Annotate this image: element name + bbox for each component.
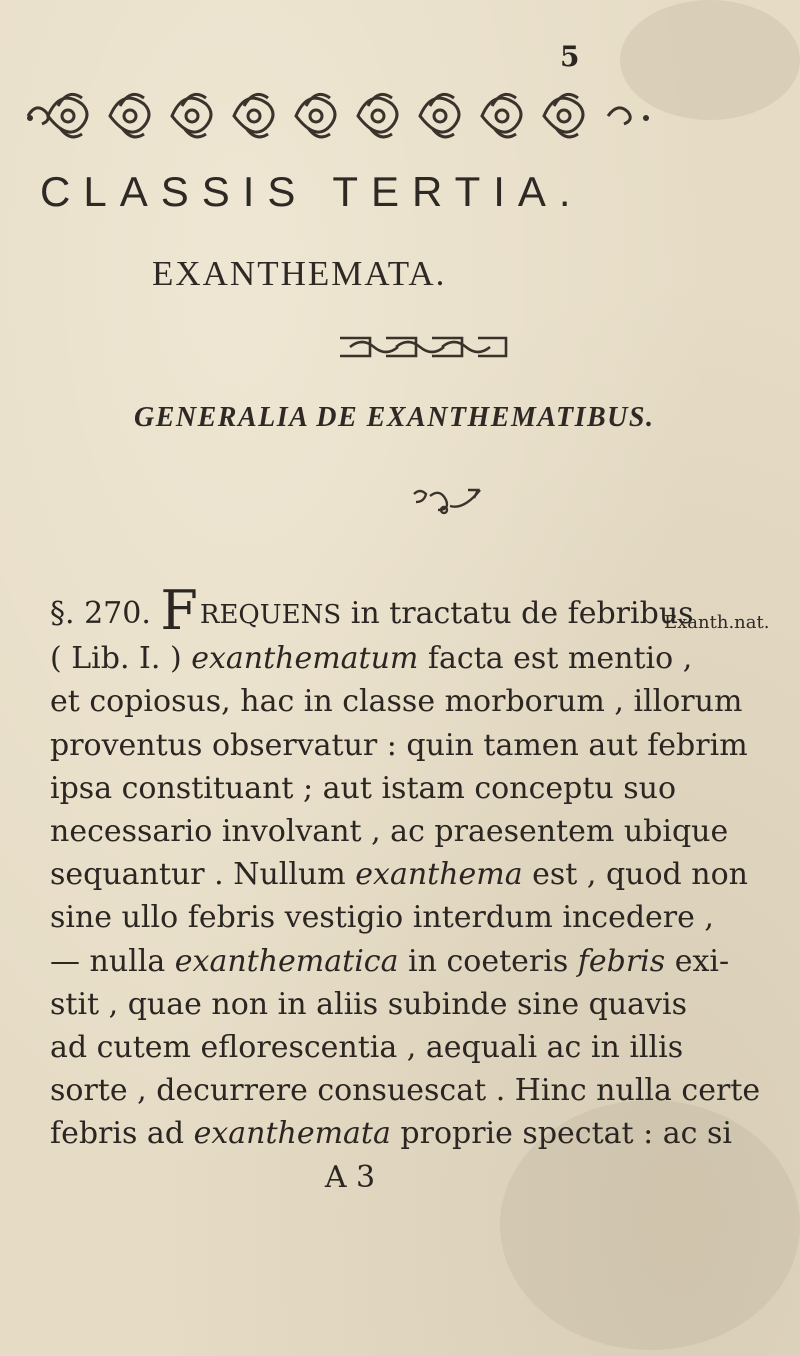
- text-run: ( Lib. I. ): [50, 641, 192, 677]
- signature-mark: 5: [560, 40, 580, 73]
- text-run: proprie spectat : ac si: [390, 1116, 732, 1152]
- text-line: [50, 579, 694, 642]
- text-run: sequantur . Nullum: [50, 857, 356, 893]
- text-line: [50, 896, 714, 939]
- text-run: febris ad: [50, 1116, 194, 1152]
- text-run: sine ullo febris vestigio interdum incedere ,: [50, 900, 714, 936]
- catchword: A 3: [324, 1159, 376, 1195]
- text-run: exanthemata: [193, 1116, 391, 1152]
- margin-note: Exanth.nat.: [664, 612, 770, 633]
- text-run: §. 270.: [50, 596, 161, 631]
- text-run: — nulla: [50, 943, 175, 979]
- text-line: [50, 680, 743, 723]
- section-title: EXANTHEMATA.: [152, 254, 447, 293]
- text-line: [50, 983, 687, 1026]
- fleuron-icon: [336, 330, 511, 364]
- text-line: [50, 1069, 761, 1112]
- text-line: [50, 810, 729, 853]
- text-line: [50, 724, 748, 767]
- text-run: in coeteris: [398, 943, 578, 979]
- ornament-band-icon: [18, 76, 658, 154]
- text-run: necessario involvant , ac praesentem ubique: [50, 814, 729, 850]
- text-line: [50, 637, 693, 680]
- small-ornament-icon: [408, 484, 488, 518]
- text-run: stit , quae non in aliis subinde sine quavis: [50, 986, 687, 1022]
- text-run: febris: [577, 943, 666, 979]
- subtitle: GENERALIA DE EXANTHEMATIBUS.: [134, 402, 655, 433]
- text-run: exanthematica: [174, 943, 399, 979]
- text-run: est , quod non: [522, 857, 749, 893]
- text-run: et copiosus, hac in classe morborum , illorum: [50, 684, 743, 720]
- text-run: sorte , decurrere consuescat . Hinc nulla certe: [50, 1073, 761, 1109]
- text-run: exanthema: [355, 857, 523, 893]
- running-title: CLASSIS TERTIA.: [40, 168, 584, 215]
- text-line: [50, 940, 730, 983]
- text-run: ad cutem eflorescentia , aequali ac in illis: [50, 1030, 684, 1066]
- text-line: [50, 853, 749, 896]
- text-line: [50, 1026, 684, 1069]
- text-line: [50, 1112, 732, 1155]
- text-line: [50, 767, 677, 810]
- text-run: proventus observatur : quin tamen aut febrim: [50, 727, 748, 763]
- drop-cap: F: [160, 579, 198, 642]
- text-run: exanthematum: [191, 641, 419, 677]
- text-run: REQUENS: [199, 600, 342, 630]
- text-run: ipsa constituant ; aut istam conceptu suo: [50, 770, 677, 806]
- text-run: exi-: [665, 943, 730, 979]
- text-run: facta est mentio ,: [418, 641, 693, 677]
- text-run: in tractatu de febribus: [341, 596, 694, 631]
